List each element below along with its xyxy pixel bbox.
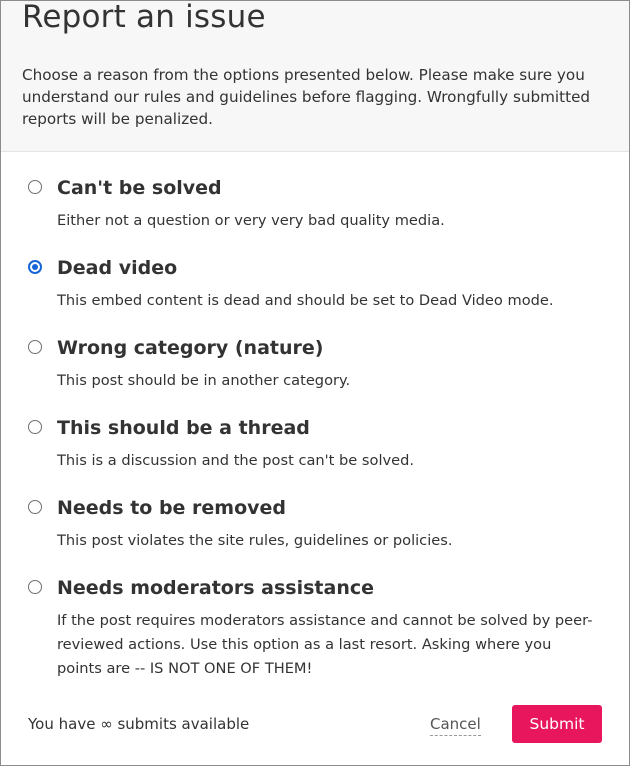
option-description: This post violates the site rules, guidelines or policies. bbox=[57, 532, 453, 549]
radio-should-be-thread[interactable] bbox=[28, 420, 42, 434]
radio-needs-removal[interactable] bbox=[28, 500, 42, 514]
submit-button[interactable]: Submit bbox=[512, 705, 602, 743]
radio-moderator-assistance[interactable] bbox=[28, 580, 42, 594]
option-description: If the post requires moderators assistance and cannot be solved by peer-reviewed actions. Use this option as a last resort. Asking where you points are -- IS NOT ONE OF THEM! bbox=[57, 612, 593, 677]
cancel-button[interactable]: Cancel bbox=[430, 713, 481, 736]
option-label[interactable]: Needs moderators assistance bbox=[57, 577, 374, 599]
option-label[interactable]: Wrong category (nature) bbox=[57, 337, 324, 359]
option-description: This post should be in another category. bbox=[57, 372, 351, 389]
option-label[interactable]: Can't be solved bbox=[57, 177, 222, 199]
dialog-header bbox=[1, 1, 629, 152]
radio-wrong-category[interactable] bbox=[28, 340, 42, 354]
option-description: This is a discussion and the post can't be solved. bbox=[57, 452, 415, 469]
option-label[interactable]: Needs to be removed bbox=[57, 497, 287, 519]
submits-available-note: You have ∞ submits available bbox=[28, 715, 250, 733]
radio-dead-video[interactable] bbox=[28, 260, 42, 274]
radio-cant-be-solved[interactable] bbox=[28, 180, 42, 194]
dialog-title: Report an issue bbox=[22, 0, 266, 35]
option-label[interactable]: Dead video bbox=[57, 257, 178, 279]
dialog-description: Choose a reason from the options presented below. Please make sure you understand our rules and guidelines before flagging. Wrongfully submitted reports will be penalized. bbox=[22, 66, 591, 128]
option-description: Either not a question or very very bad quality media. bbox=[57, 212, 445, 229]
option-description: This embed content is dead and should be set to Dead Video mode. bbox=[57, 292, 554, 309]
option-label[interactable]: This should be a thread bbox=[57, 417, 310, 439]
